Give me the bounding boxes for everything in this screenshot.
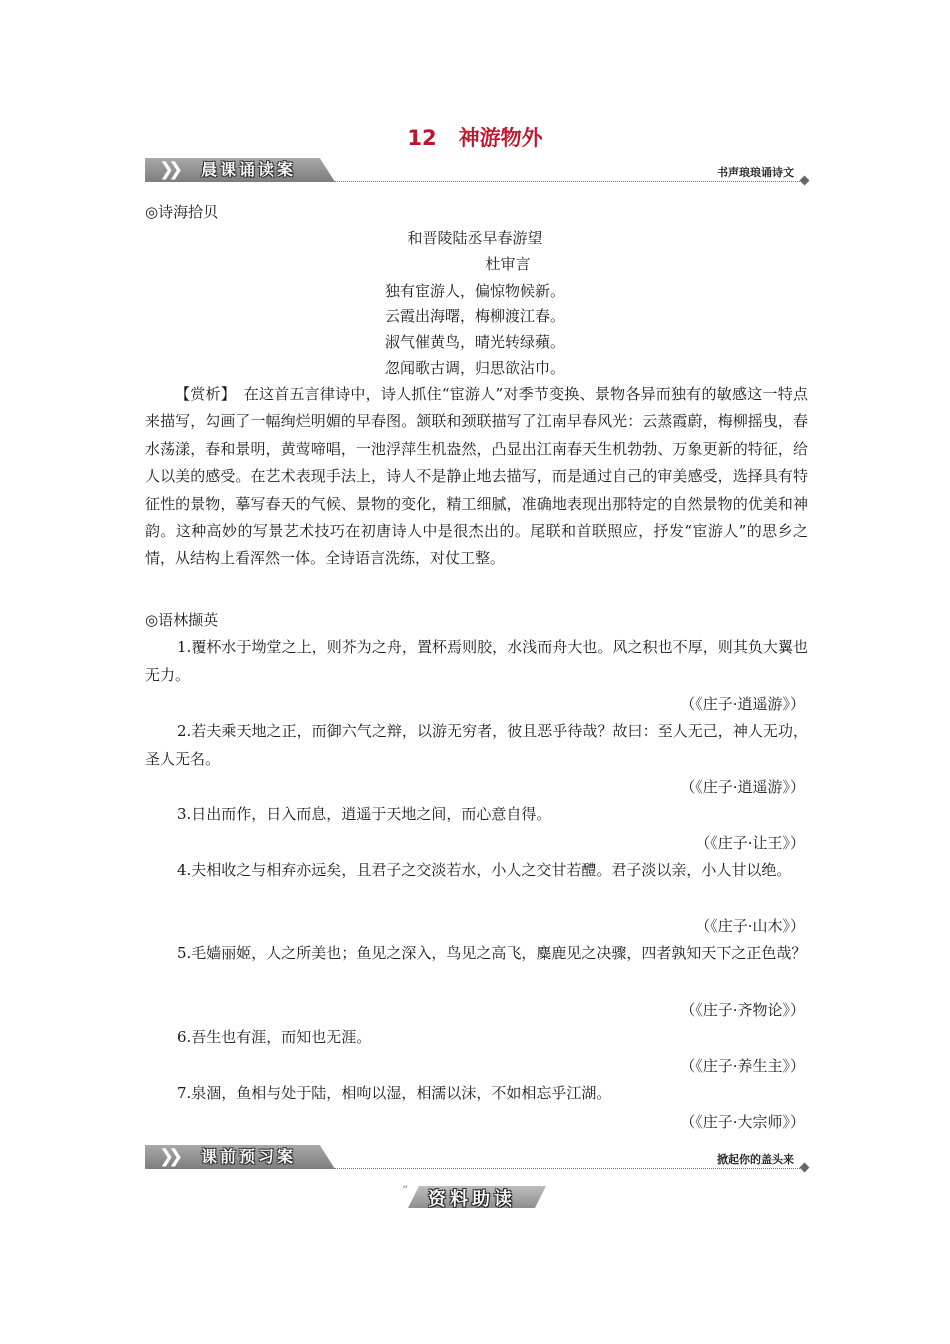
chevron-icon: ❯❯: [159, 1146, 178, 1167]
quote-source: （《庄子·逍遥游》）: [680, 778, 805, 796]
banner-rule: [331, 181, 800, 182]
quote-source: （《庄子·逍遥游》）: [680, 695, 805, 713]
quote-mark-icon: “: [402, 1183, 409, 1197]
appreciation-label: 【赏析】: [175, 385, 229, 403]
poem-line: 独有宦游人，偏惊物候新。: [384, 282, 565, 300]
quote-item: 5.毛嫱丽姬，人之所美也；鱼见之深入，鸟见之高飞，麋鹿见之决骤，四者孰知天下之正色哉？: [177, 944, 807, 962]
banner-label: 课前预习案: [201, 1147, 297, 1166]
quote-source: （《庄子·养生主》）: [680, 1057, 805, 1075]
lesson-title: 神游物外: [458, 126, 543, 150]
quote-source: （《庄子·让王》）: [695, 834, 805, 852]
quote-item: 3.日出而作，日入而息，逍遥于天地之间，而心意自得。: [177, 805, 552, 823]
section-banner-morning: [145, 158, 808, 186]
diamond-icon: [800, 1163, 810, 1173]
section-heading-poetry: ◎诗海拾贝: [145, 203, 219, 221]
section-heading-quotes: ◎语林撷英: [145, 611, 219, 629]
ribbon-label: 资料助读: [428, 1189, 516, 1210]
poem-author: 杜审言: [485, 255, 531, 273]
quote-item: 4.夫相收之与相弃亦远矣，且君子之交淡若水，小人之交甘若醴。君子淡以亲，小人甘以绝。: [177, 861, 792, 879]
section-banner-preview: [145, 1145, 808, 1173]
quote-item: 7.泉涸，鱼相与处于陆，相呴以湿，相濡以沫，不如相忘乎江湖。: [177, 1084, 612, 1102]
page-title: [0, 122, 950, 152]
quote-source: （《庄子·山木》）: [695, 917, 805, 935]
quote-item: 1.覆杯水于坳堂之上，则芥为之舟，置杯焉则胶，水浅而舟大也。风之积也不厚，则其负大翼也无力。: [145, 638, 808, 684]
quote-source: （《庄子·齐物论》）: [680, 1001, 805, 1019]
reading-materials-ribbon: [402, 1183, 550, 1209]
diamond-icon: [800, 176, 810, 186]
appreciation-text: 在这首五言律诗中，诗人抓住“宦游人”对季节变换、景物各异而独有的敏感这一特点来描写，勾画了一幅绚烂明媚的早春图。颔联和颈联描写了江南早春风光：云蒸霞蔚，梅柳摇曳，春水荡漾，春和景明，黄莺啼唱，一池浮萍生机盎然，凸显出江南春天生机勃勃、万象更新的特征，给人以美的感受。在艺术表现手法上，诗人不是静止地去描写，而是通过自己的审美感受，选择具有特征性的景物，摹写春天的气候、景物的变化，精工细腻，准确地表现出那特定的自然景物的优美和神韵。这种高妙的写景艺术技巧在初唐诗人中是很杰出的。尾联和首联照应，抒发“宦游人”的思乡之情，从结构上看浑然一体。全诗语言洗练，对仗工整。: [145, 385, 808, 568]
poem-title: 和晋陵陆丞早春游望: [407, 229, 543, 247]
poem-line: 忽闻歌古调，归思欲沾巾。: [384, 359, 565, 377]
lesson-number: 12: [407, 126, 437, 150]
quote-item: 6.吾生也有涯，而知也无涯。: [177, 1028, 372, 1046]
chevron-icon: ❯❯: [159, 159, 178, 180]
appreciation-paragraph: [145, 381, 808, 573]
banner-tag: 书声琅琅诵诗文: [717, 166, 794, 179]
banner-tag: 掀起你的盖头来: [717, 1153, 794, 1166]
banner-rule: [331, 1168, 800, 1169]
quote-source: （《庄子·大宗师》）: [680, 1113, 805, 1131]
poem-line: 云霞出海曙，梅柳渡江春。: [384, 307, 565, 325]
banner-label: 晨课诵读案: [201, 160, 297, 179]
poem-line: 淑气催黄鸟，晴光转绿蘋。: [384, 333, 565, 351]
quote-item: 2.若夫乘天地之正，而御六气之辩，以游无穷者，彼且恶乎待哉？故曰：至人无己，神人无功，圣人无名。: [145, 722, 808, 768]
